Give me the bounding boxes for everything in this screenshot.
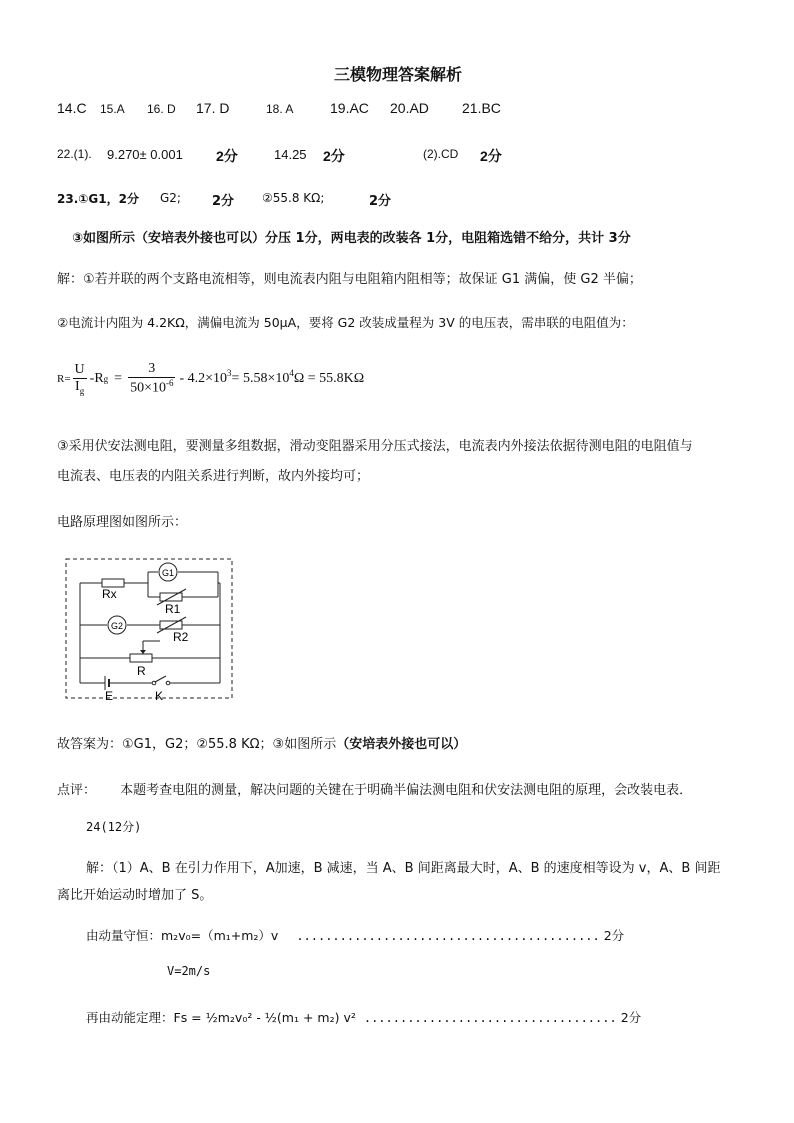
page-title: 三模物理答案解析 xyxy=(334,65,463,84)
q24-momentum xyxy=(86,926,624,944)
q23-score3: 2分 xyxy=(369,194,392,209)
q23-solution-3b: 电流表、电压表的内阻关系进行判断，故内外接均可； xyxy=(57,469,370,484)
q23-solution-3a: ③采用伏安法测电阻，要测量多组数据，滑动变阻器采用分压式接法，电流表内外接法依据待测电阻的电阻值与 xyxy=(57,439,693,454)
diagram-border xyxy=(66,559,232,698)
dot-leader: .......................................... xyxy=(296,929,600,943)
q24-solution-1a: 解：（1）A、B 在引力作用下，A加速，B 减速，当 A、B 间距离最大时，A、B 的速度相等设为 v，A、B 间距 xyxy=(86,861,721,876)
q22-score3: 2分 xyxy=(480,148,502,164)
fraction-denominator: 50×10 xyxy=(130,380,166,396)
momentum-equation: 由动量守恒：m₂v₀=（m₁+m₂）v xyxy=(86,928,279,943)
q23-solution-2: ②电流计内阻为 4.2KΩ，满偏电流为 50μA，要将 G2 改装成量程为 3V 的电压表，需串联的电阻值为： xyxy=(57,315,634,330)
q23-score2: 2分 xyxy=(212,194,235,209)
rx-label: Rx xyxy=(102,587,117,601)
q23-g2: G2; xyxy=(160,191,181,205)
resistor-rx xyxy=(102,579,124,587)
formula-rg: -R xyxy=(89,371,104,386)
formula-term: - 4.2×10 xyxy=(179,371,228,386)
formula-term: = 5.58×10 xyxy=(231,371,290,386)
answer-bold-note: （安培表外接也可以） xyxy=(336,737,467,752)
slider-arrow xyxy=(140,650,146,654)
e-label: E xyxy=(105,689,114,703)
fraction-denominator: I xyxy=(75,379,80,395)
answer-17: 17. D xyxy=(196,100,230,116)
fraction-numerator: U xyxy=(74,362,85,378)
q22-value1: 9.270± 0.001 xyxy=(107,147,183,162)
answer-16: 16. D xyxy=(147,102,176,116)
comment-text: 本题考查电阻的测量，解决问题的关键在于明确半偏法测电阻和伏安法测电阻的原理，会改装电表． xyxy=(120,783,693,798)
q23-final-answer xyxy=(57,733,466,752)
formula-fraction-u-ig xyxy=(73,362,87,396)
subscript: g xyxy=(103,374,109,384)
formula-result: Ω = 55.8KΩ xyxy=(293,371,365,386)
q22-score2: 2分 xyxy=(323,148,345,164)
rheostat-r xyxy=(130,654,152,662)
fraction-numerator: 3 xyxy=(128,361,175,378)
g1-label: G1 xyxy=(161,568,175,578)
formula-lhs: R= xyxy=(57,373,71,385)
q23-value: ②55.8 KΩ; xyxy=(262,191,325,205)
answer-21: 21.BC xyxy=(462,100,501,116)
answer-text: 故答案为：①G1，G2；②55.8 KΩ；③如图所示 xyxy=(57,737,337,752)
q23-solution-1: 解：①若并联的两个支路电流相等，则电流表内阻与电阻箱内阻相等；故保证 G1 满偏，使 G2 半偏； xyxy=(57,272,642,287)
formula-equals: = xyxy=(114,371,123,386)
answer-18: 18. A xyxy=(266,102,294,116)
formula-fraction-3 xyxy=(128,361,175,397)
circuit-diagram xyxy=(60,555,245,705)
k-label: K xyxy=(155,689,164,703)
superscript: 4 xyxy=(289,368,294,378)
r-label: R xyxy=(137,664,146,678)
switch-terminal xyxy=(166,681,170,685)
superscript: -6 xyxy=(165,378,174,389)
q22-label: 22.(1). xyxy=(57,147,92,161)
q24-head: 24(12分) xyxy=(86,820,142,834)
r1-label: R1 xyxy=(165,602,181,616)
energy-score: 2分 xyxy=(620,1010,642,1025)
q24-solution-1b: 离比开始运动时增加了 S。 xyxy=(57,888,213,903)
q22-value2: 14.25 xyxy=(274,147,307,162)
diagram-intro: 电路原理图如图所示： xyxy=(57,515,188,530)
q22-score1: 2分 xyxy=(216,148,238,164)
energy-equation: 再由动能定理：Fs = ½m₂v₀² - ½(m₁ + m₂) v² xyxy=(86,1010,356,1025)
answer-14: 14.C xyxy=(57,100,87,116)
q23-scoring-note: ③如图所示（安培表外接也可以）分压 1分，两电表的改装各 1分，电阻箱选错不给分，共计 3分 xyxy=(72,231,631,246)
answer-20: 20.AD xyxy=(390,100,429,116)
q22-part2: (2).CD xyxy=(423,147,459,161)
comment-label: 点评： xyxy=(57,783,97,798)
momentum-score: 2分 xyxy=(603,928,625,943)
q24-energy xyxy=(86,1008,641,1026)
q23-comment xyxy=(57,779,692,798)
answer-15: 15.A xyxy=(100,102,125,116)
r2-label: R2 xyxy=(173,630,189,644)
q23-head: 23.①G1，2分 xyxy=(57,192,139,206)
answer-19: 19.AC xyxy=(330,100,369,116)
dot-leader: ................................... xyxy=(363,1011,617,1025)
subscript: g xyxy=(79,385,85,396)
q23-formula xyxy=(57,354,364,404)
q24-v-result: V=2m/s xyxy=(167,964,211,978)
superscript: 3 xyxy=(227,368,232,378)
switch-blade xyxy=(155,676,166,682)
g2-label: G2 xyxy=(110,621,124,631)
